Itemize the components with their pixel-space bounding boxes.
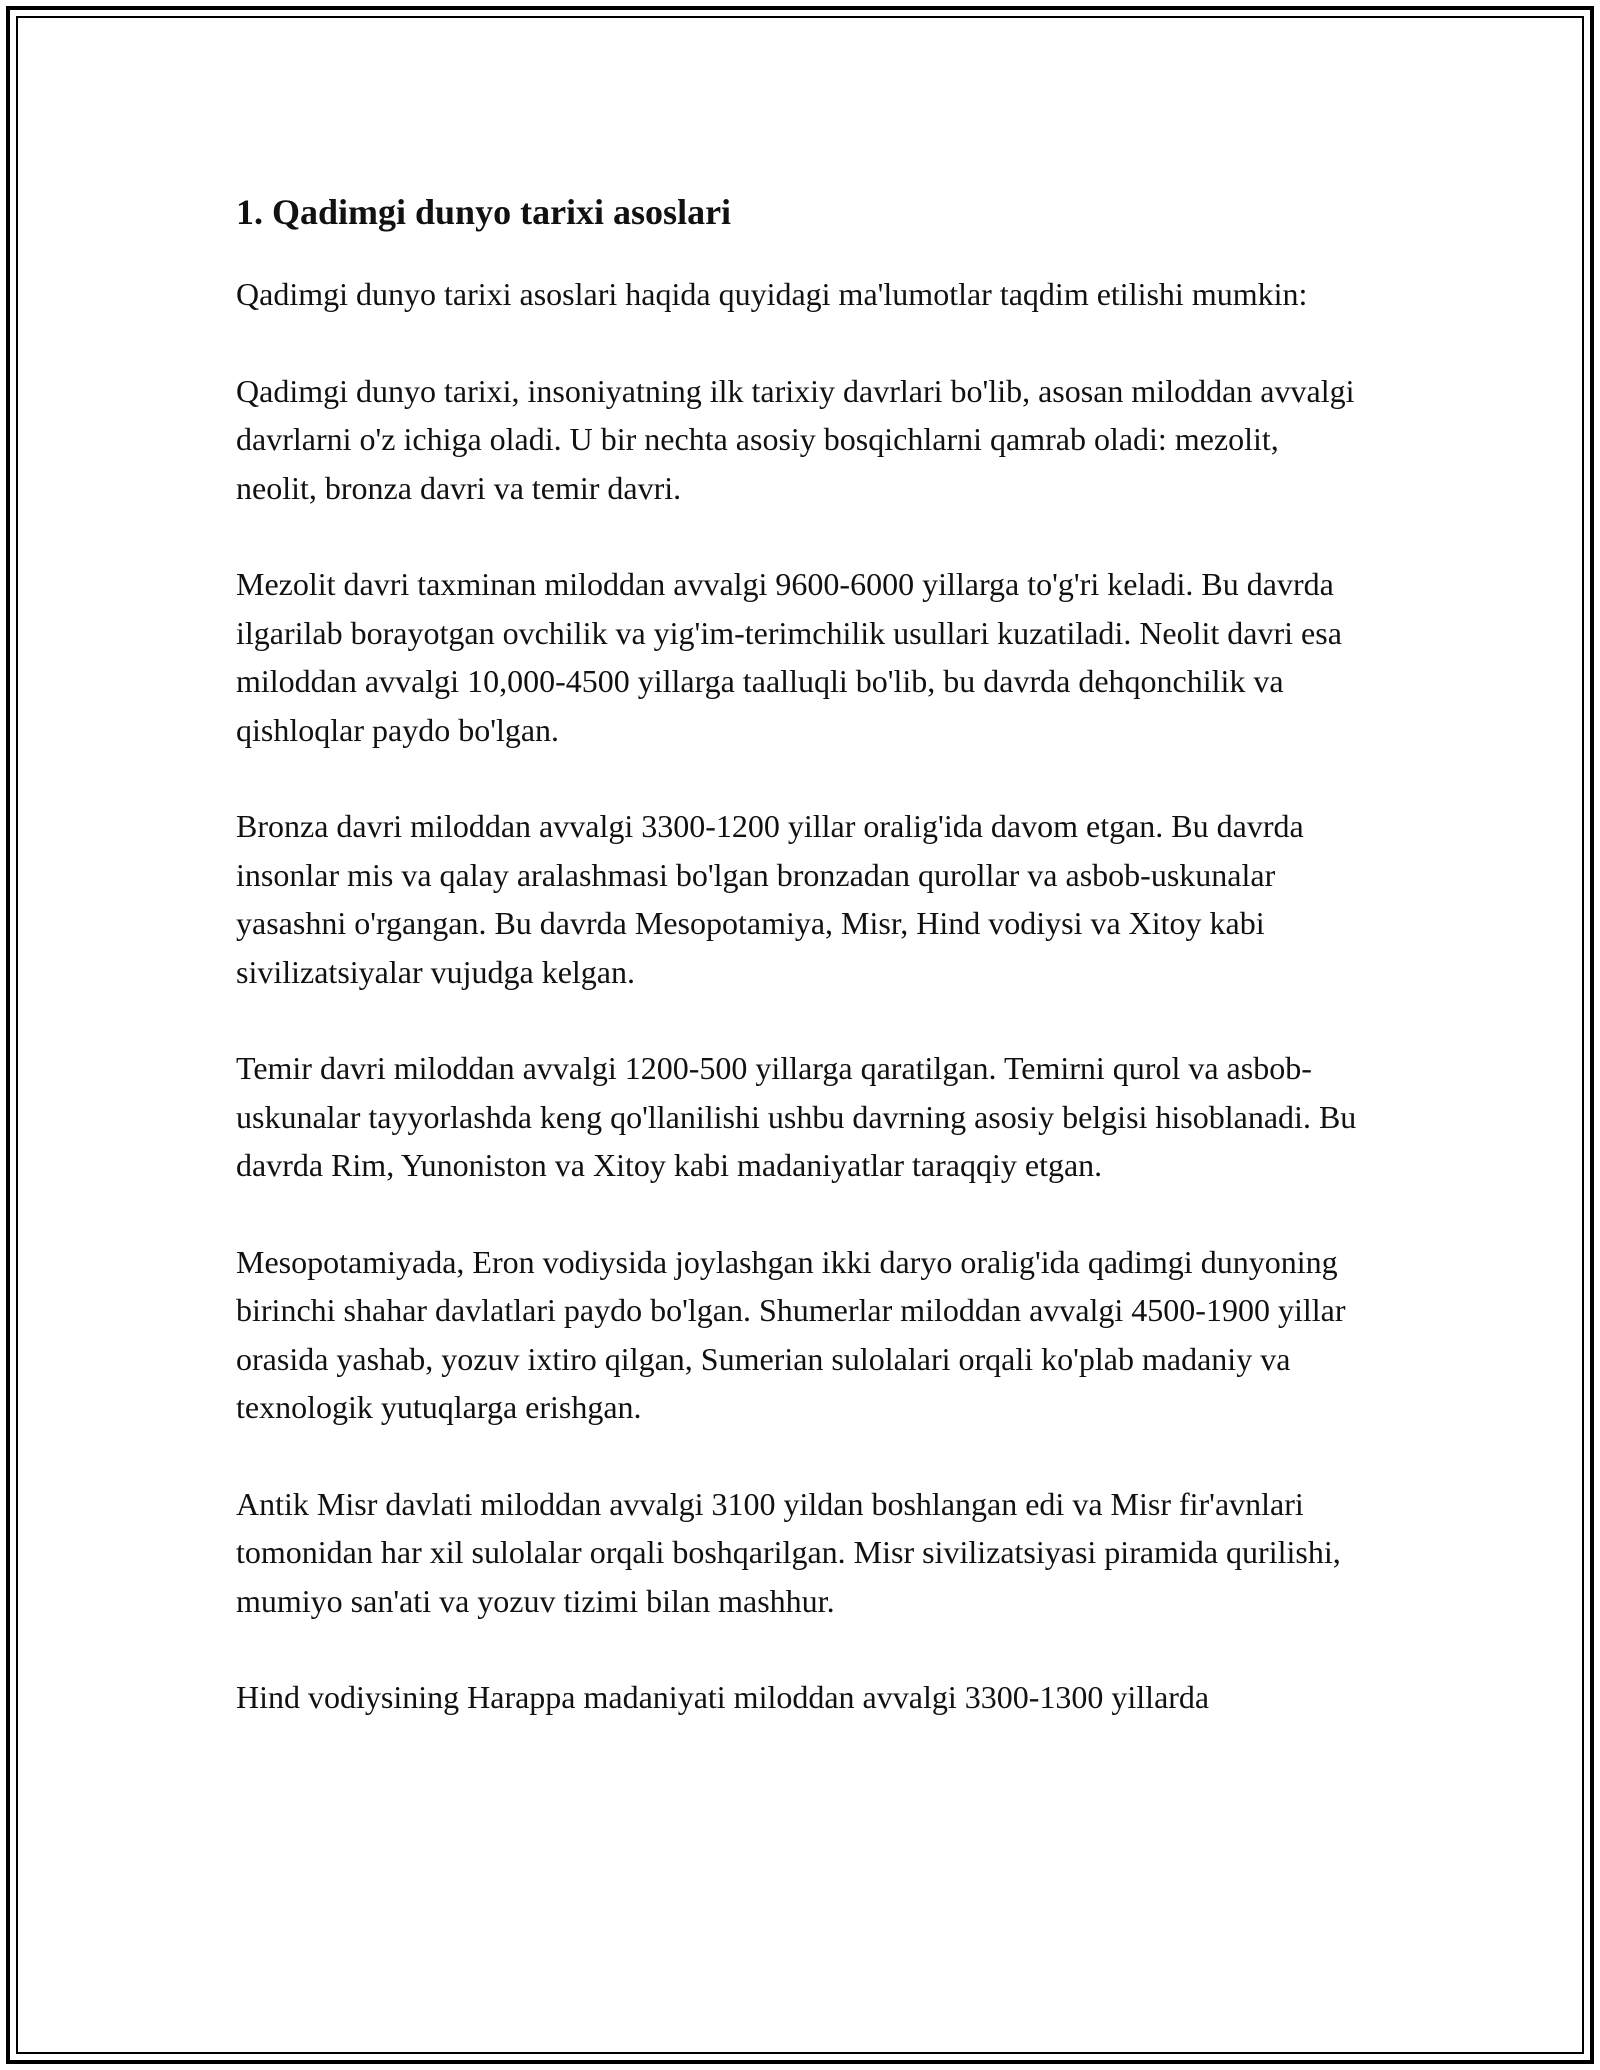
document-body	[236, 186, 1366, 1770]
paragraph-indus-valley: Hind vodiysining Harappa madaniyati miloddan avvalgi 3300-1300 yillarda	[236, 1679, 1210, 1715]
paragraph-mesopotamia: Mesopotamiyada, Eron vodiysida joylashgan ikki daryo oralig'ida qadimgi dunyoning birinchi shahar davlatlari paydo bo'lgan. Shumerlar miloddan avvalgi 4500-1900 yillar orasida yashab, yozuv ixtiro qilgan, Sumerian sulolalari orqali ko'plab madaniy va texnologik yutuqlarga erishgan.	[236, 1243, 1346, 1425]
paragraph-overview: Qadimgi dunyo tarixi, insoniyatning ilk tarixiy davrlari bo'lib, asosan miloddan avvalgi davrlarni o'z ichiga oladi. U bir nechta asosiy bosqichlarni qamrab oladi: mezolit, neolit, bronza davri va temir davri.	[236, 372, 1355, 506]
paragraph-bronze-age: Bronza davri miloddan avvalgi 3300-1200 yillar oralig'ida davom etgan. Bu davrda insonlar mis va qalay aralashmasi bo'lgan bronzadan qurollar va asbob-uskunalar yasashni o'rgangan. Bu davrda Mesopotamiya, Misr, Hind vodiysi va Xitoy kabi sivilizatsiyalar vujudga kelgan.	[236, 808, 1304, 990]
paragraph-intro: Qadimgi dunyo tarixi asoslari haqida quyidagi ma'lumotlar taqdim etilishi mumkin:	[236, 276, 1308, 312]
paragraph-iron-age: Temir davri miloddan avvalgi 1200-500 yillarga qaratilgan. Temirni qurol va asbob-uskunalar tayyorlashda keng qo'llanilishi ushbu davrning asosiy belgisi hisoblanadi. Bu davrda Rim, Yunoniston va Xitoy kabi madaniyatlar taraqqiy etgan.	[236, 1050, 1357, 1183]
section-heading: 1. Qadimgi dunyo tarixi asoslari	[236, 192, 732, 232]
paragraph-egypt: Antik Misr davlati miloddan avvalgi 3100 yildan boshlangan edi va Misr fir'avnlari tomonidan har xil sulolalar orqali boshqarilgan. Misr sivilizatsiyasi piramida qurilishi, mumiyo san'ati va yozuv tizimi bilan mashhur.	[236, 1485, 1341, 1619]
paragraph-mesolithic-neolithic: Mezolit davri taxminan miloddan avvalgi 9600-6000 yillarga to'g'ri keladi. Bu davrda ilgarilab borayotgan ovchilik va yig'im-terimchilik usullari kuzatiladi. Neolit davri esa miloddan avvalgi 10,000-4500 yillarga taalluqli bo'lib, bu davrda dehqonchilik va qishloqlar paydo bo'lgan.	[236, 566, 1342, 748]
